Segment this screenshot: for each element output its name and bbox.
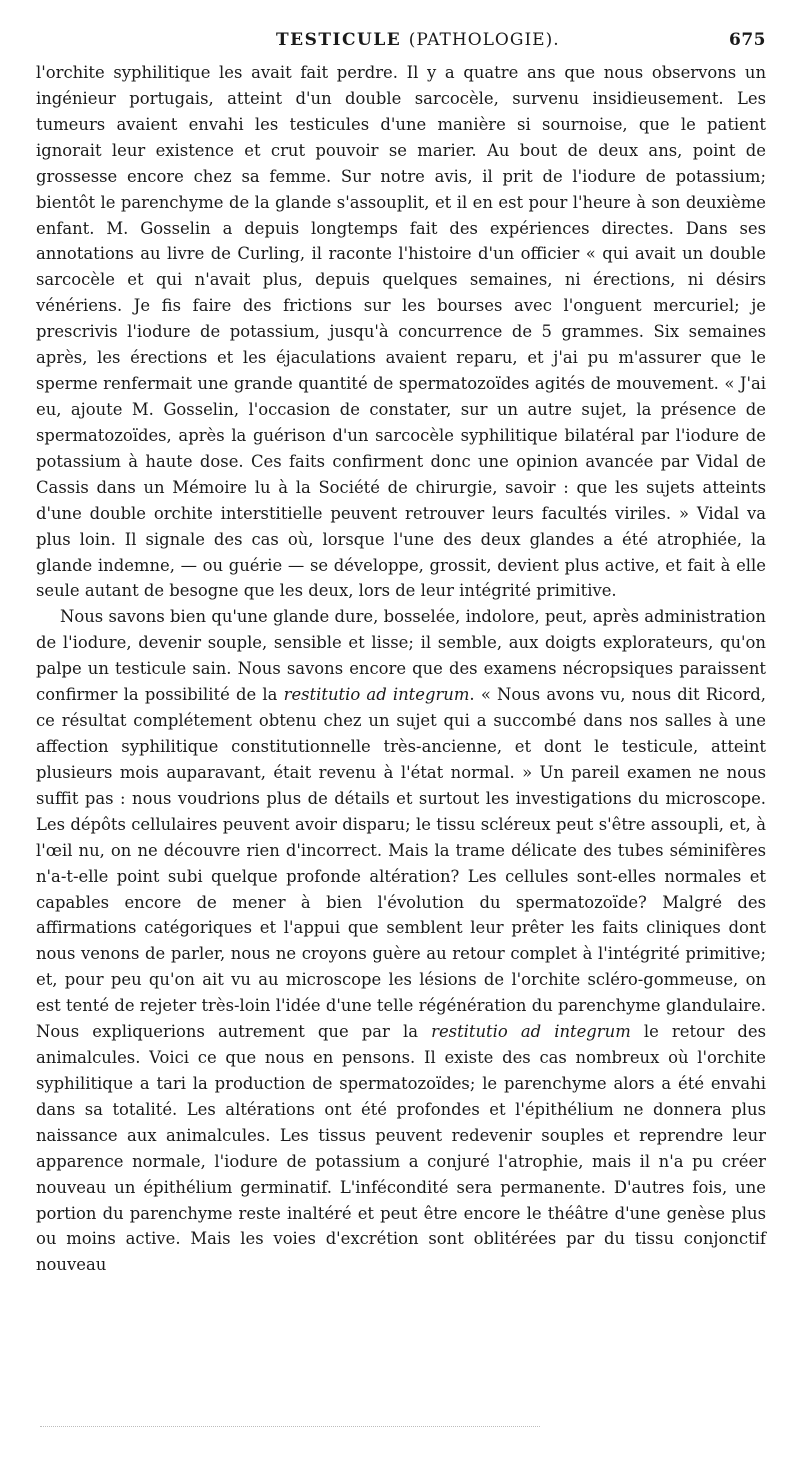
section-label: (PATHOLOGIE). <box>408 30 560 50</box>
page-title <box>276 30 560 50</box>
paragraph-2 <box>36 604 766 1278</box>
text-segment: . « Nous avons vu, nous dit Ricord, ce résultat complétement obtenu chez un sujet qui a succombé dans nos salles à une affection syphilitique constitutionnelle très-ancienne, et dont le testicule, atteint plusieurs mois auparavant, était revenu à l'état normal. » Un pareil examen ne nous suffit pas : nous voudrions plus de détails et surtout les investigations du microscope. Les dépôts cellulaires peuvent avoir disparu; le tissu scléreux peut s'être assoupli, et, à l'œil nu, on ne découvre rien d'incorrect. Mais la trame délicate des tubes séminifères n'a-t-elle point subi quelque profonde altération? Les cellules sont-elles normales et capables encore de mener à bien l'évolution du spermatozoïde? Malgré des affirmations catégoriques et l'appui que semblent leur prêter les faits cliniques dont nous venons de parler, nous ne croyons guère au retour complet à l'intégrité primitive; et, pour peu qu'on ait vu au microscope les lésions de l'orchite scléro-gommeuse, on est tenté de rejeter très-loin l'idée d'une telle régénération du parenchyme glandulaire. Nous expliquerions autrement que par la <box>36 685 766 1042</box>
document-page <box>36 30 766 1278</box>
body-text <box>36 60 766 1278</box>
text-segment: Nous savons bien qu'une glande dure, bosselée, indolore, peut, après administration de l'iodure, devenir souple, sensible et lisse; il semble, aux doigts explorateurs, qu'on palpe un testicule sain. Nous savons encore que des examens nécropsiques paraissent confirmer la possibilité de la <box>36 607 766 705</box>
italic-phrase: restitutio ad integrum <box>283 685 470 705</box>
page-number: 675 <box>729 30 766 50</box>
text-segment: l'orchite syphilitique les avait fait perdre. Il y a quatre ans que nous observons un ingénieur portugais, atteint d'un double sarcocèle, survenu insidieusement. Les tumeurs avaient envahi les testicules d'une manière si sournoise, que le patient ignorait leur existence et crut pouvoir se marier. Au bout de deux ans, point de grossesse encore chez sa femme. Sur notre avis, il prit de l'iodure de potassium; bientôt le parenchyme de la glande s'assouplit, et il en est pour l'heure à son deuxième enfant. M. Gosselin a depuis longtemps fait des expériences directes. Dans ses annotations au livre de Curling, il raconte l'histoire d'un officier « qui avait un double sarcocèle et qui n'avait plus, depuis quelques semaines, ni érections, ni désirs vénériens. Je fis faire des frictions sur les bourses avec l'onguent mercuriel; je prescrivis l'iodure de potassium, jusqu'à concurrence de 5 grammes. Six semaines après, les érections et les éjaculations avaient reparu, et j'ai pu m'assurer que le sperme renfermait une grande quantité de spermatozoïdes agités de mouvement. « J'ai eu, ajoute M. Gosselin, l'occasion de constater, sur un autre sujet, la présence de spermatozoïdes, après la guérison d'un sarcocèle syphilitique bilatéral par l'iodure de potassium à haute dose. Ces faits confirment donc une opinion avancée par Vidal de Cassis dans un Mémoire lu à la Société de chirurgie, savoir : que les sujets atteints d'une double orchite interstitielle peuvent retrouver leurs facultés viriles. » Vidal va plus loin. Il signale des cas où, lorsque l'une des deux glandes a été atrophiée, la glande indemne, — ou guérie — se développe, grossit, devient plus active, et fait à elle seule autant de besogne que les deux, lors de leur intégrité primitive. <box>36 63 766 601</box>
text-segment: le retour des animalcules. Voici ce que nous en pensons. Il existe des cas nombreux où l'orchite syphilitique a tari la production de spermatozoïdes; le parenchyme alors a été envahi dans sa totalité. Les altérations ont été profondes et l'épithélium ne donnera plus naissance aux animalcules. Les tissus peuvent redevenir souples et reprendre leur apparence normale, l'iodure de potassium a conjuré l'atrophie, mais il n'a pu créer nouveau un épithélium germinatif. L'infécondité sera permanente. D'autres fois, une portion du parenchyme reste inaltéré et peut être encore le théâtre d'une genèse plus ou moins active. Mais les voies d'excrétion sont oblitérées par du tissu conjonctif nouveau <box>36 1022 767 1275</box>
running-head <box>36 30 766 56</box>
italic-phrase: restitutio ad integrum <box>431 1022 631 1042</box>
bleed-through-line <box>40 1426 540 1428</box>
title-text: TESTICULE <box>276 30 402 50</box>
paragraph-1 <box>36 60 766 604</box>
